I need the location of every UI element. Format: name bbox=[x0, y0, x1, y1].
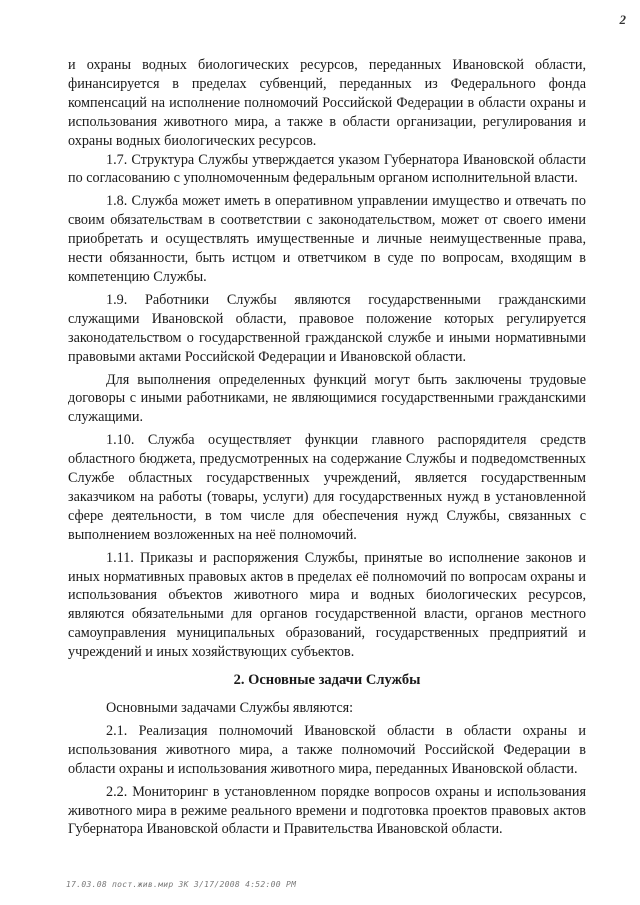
paragraph-2-1: 2.1. Реализация полномочий Ивановской области в области охраны и использования животного мира, а также полномочий Российской Федерации в области охраны и использования животного мира, переданных Ивановской области. bbox=[68, 722, 586, 777]
paragraph-continuation: и охраны водных биологических ресурсов, переданных Ивановской области, финансируется в пределах субвенций, переданных из Федерального фонда компенсаций на исполнение полномочий Российской Федерации в области охраны и использования животного мира, а также в области организации, регулирования и охраны водных биологических ресурсов. bbox=[68, 57, 586, 149]
paragraph-1-8: 1.8. Служба может иметь в оперативном управлении имущество и отвечать по своим обязательствам в соответствии с законодательством, может от своего имени приобретать и осуществлять имущественные и личные неимущественные права, нести обязанности, быть истцом и ответчиком в суде по вопросам, входящим в компетенцию Службы. bbox=[68, 193, 586, 285]
paragraph-labor-contracts: Для выполнения определенных функций могут быть заключены трудовые договоры с иными работниками, не являющимися государственными гражданскими служащими. bbox=[68, 371, 586, 426]
paragraph-1-10: 1.10. Служба осуществляет функции главного распорядителя средств областного бюджета, предусмотренных на содержание Службы и подведомственных Службе областных государственных учреждений, является государственным заказчиком на работы (товары, услуги) для государственных нужд в установленной сфере деятельности, в том числе для обеспечения нужд Службы, связанных с выполнением возложенных на неё полномочий. bbox=[68, 432, 586, 543]
paragraph-2-2: 2.2. Мониторинг в установленном порядке вопросов охраны и использования животного мира в режиме реального времени и подготовка проектов правовых актов Губернатора Ивановской области и Правительства Ивановской области. bbox=[68, 783, 586, 838]
page-number: 2 bbox=[619, 12, 626, 27]
paragraph-tasks-intro: Основными задачами Службы являются: bbox=[106, 700, 354, 716]
document-body bbox=[68, 56, 586, 839]
section-heading: 2. Основные задачи Службы bbox=[233, 672, 421, 689]
paragraph-1-7: 1.7. Структура Службы утверждается указом Губернатора Ивановской области по согласованию с уполномоченным федеральным органом исполнительной власти. bbox=[68, 151, 586, 187]
paragraph-1-9: 1.9. Работники Службы являются государственными гражданскими служащими Ивановской области, правовое положение которых регулируется законодательством о государственной гражданской службе и иными нормативными правовыми актами Российской Федерации и Ивановской области. bbox=[68, 291, 586, 365]
file-footer: 17.03.08 пост.жив.мир ЗК 3/17/2008 4:52:00 PM bbox=[66, 880, 297, 889]
paragraph-1-11: 1.11. Приказы и распоряжения Службы, принятые во исполнение законов и иных нормативных правовых актов в пределах её полномочий по вопросам охраны и использования объектов животного мира и водных биологических ресурсов, являются обязательными для органов государственной власти, органов местного самоуправления муниципальных образований, государственных предприятий и учреждений и иных хозяйствующих субъектов. bbox=[68, 549, 586, 661]
